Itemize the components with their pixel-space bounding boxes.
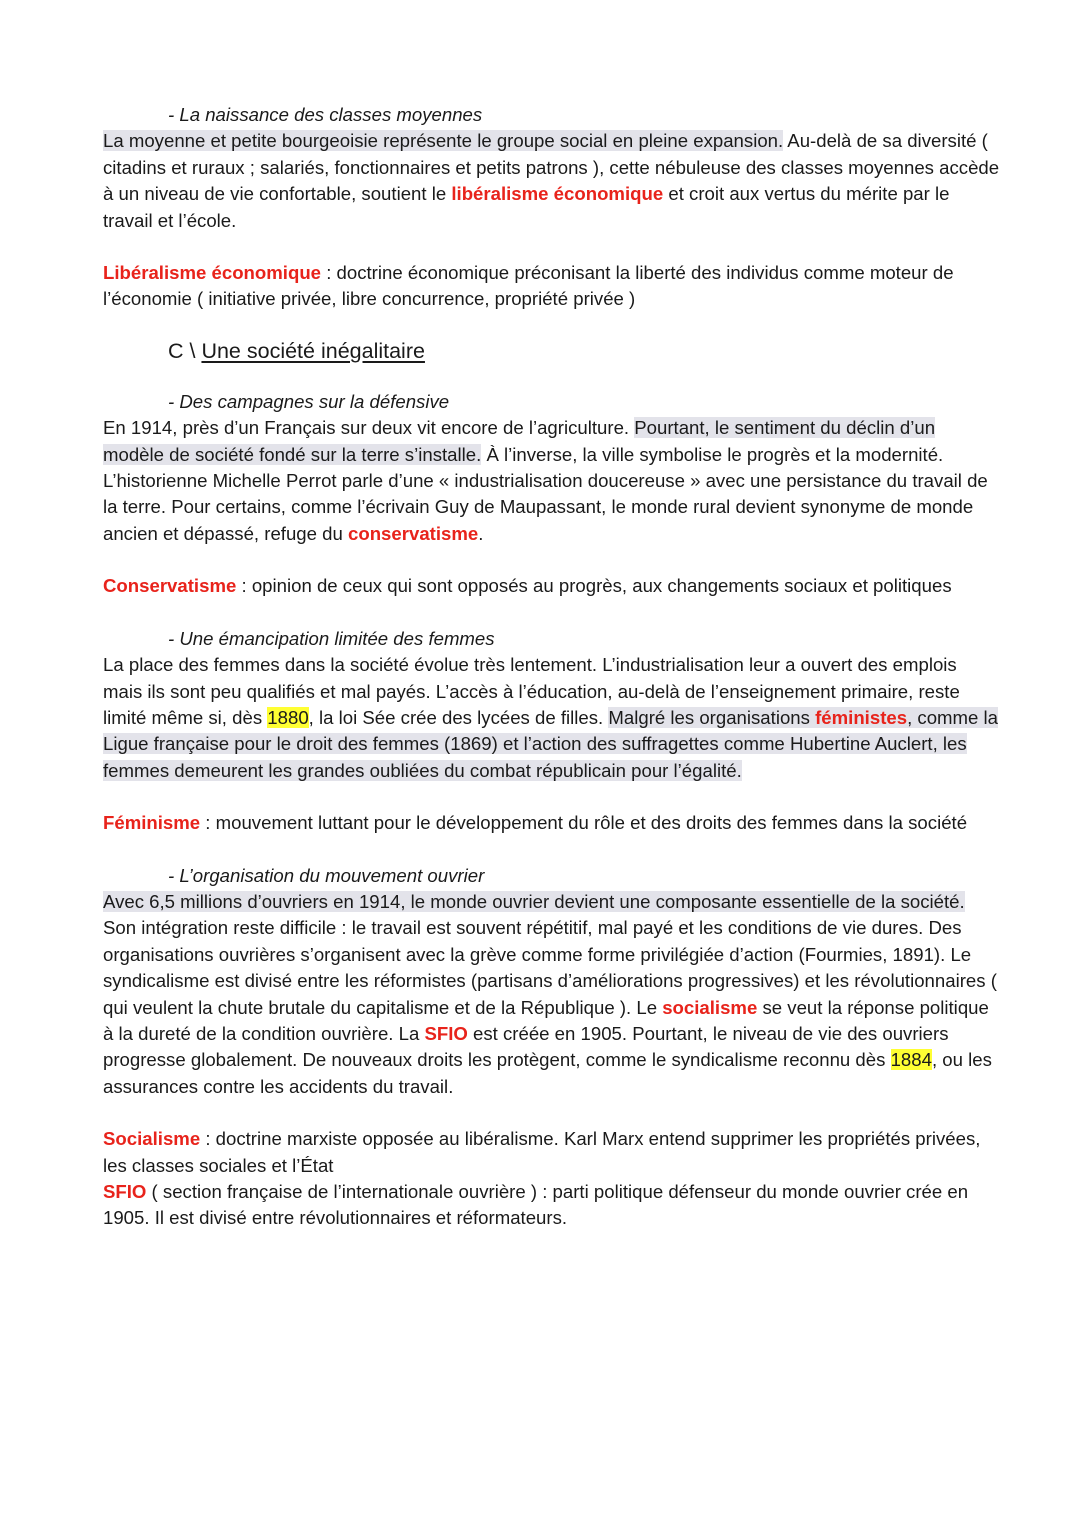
subheading-classes-moyennes: - La naissance des classes moyennes bbox=[168, 104, 483, 125]
definition-feminisme bbox=[103, 810, 1000, 836]
paragraph-text: La place des femmes dans la société évolue très lentement. L’industrialisation leur a ouvert des emplois mais ils sont peu qualifiés et mal payés. L’accès à l’éducation, au-delà de l’enseignement primaire, reste limité même si, dès bbox=[103, 654, 960, 728]
subheading-femmes: - Une émancipation limitée des femmes bbox=[168, 627, 495, 649]
paragraph-campagnes bbox=[103, 415, 1000, 547]
section-title bbox=[168, 335, 1000, 367]
definition-conservatisme bbox=[103, 573, 1000, 599]
paragraph-text: Son intégration reste difficile : le travail est souvent répétitif, mal payé et les conditions de vie dures. Des organisations ouvrières s’organisent avec la grève comme forme privilégiée d’action (Fourmies, 1891). Le syndicalisme est divisé entre les réformistes (partisans d’améliorations progressives) et les révolutionnaires ( qui veulent la chute brutale du capitalisme et de la République ). Le bbox=[103, 917, 997, 1018]
section-prefix: C \ bbox=[168, 338, 202, 363]
highlighted-text: Pourtant, le sentiment du déclin d’un modèle de société fondé sur la terre s’installe. bbox=[103, 417, 936, 465]
key-term: féministes bbox=[815, 706, 908, 728]
paragraph-text: se veut la réponse politique à la dureté de la condition ouvrière. La bbox=[103, 996, 989, 1044]
definition-liberalisme bbox=[103, 260, 1000, 313]
subheading-mouvement-ouvrier: - L’organisation du mouvement ouvrier bbox=[168, 864, 485, 886]
highlighted-text: Malgré les organisations bbox=[608, 706, 816, 728]
paragraph-text: . bbox=[478, 522, 484, 544]
paragraph-femmes bbox=[103, 652, 1000, 784]
highlighted-year: 1884 bbox=[890, 1049, 932, 1071]
paragraph-text: Au-delà de sa diversité ( citadins et ruraux ; salariés, fonctionnaires et petits patrons ), cette nébuleuse des classes moyennes accède à un niveau de vie confortable, soutient le bbox=[103, 130, 1000, 205]
paragraph-text: À l’inverse, la ville symbolise le progrès et la modernité. L’historienne Michelle Perrot parle d’une « industrialisation doucereuse » avec une persistance du travail de la terre. Pour certains, comme l’écrivain Guy de Maupassant, le monde rural devient synonyme de monde ancien et dépassé, refuge du bbox=[103, 443, 988, 544]
definition-term: Conservatisme bbox=[103, 575, 237, 597]
definition-text: : mouvement luttant pour le développement du rôle et des droits des femmes dans la société bbox=[200, 812, 968, 834]
paragraph-text: est créée en 1905. Pourtant, le niveau de vie des ouvriers progresse globalement. De nouveaux droits les protègent, comme le syndicalisme reconnu dès bbox=[103, 1022, 949, 1071]
definition-term: SFIO bbox=[103, 1181, 147, 1202]
paragraph-text: En 1914, près d’un Français sur deux vit encore de l’agriculture. bbox=[103, 417, 635, 439]
definition-term: Libéralisme économique bbox=[103, 262, 322, 284]
highlighted-text: Avec 6,5 millions d’ouvriers en 1914, le monde ouvrier devient une composante essentielle de la société. bbox=[103, 890, 965, 912]
definition-term: Socialisme bbox=[103, 1128, 201, 1150]
key-term: SFIO bbox=[424, 1022, 468, 1044]
key-term: libéralisme économique bbox=[451, 183, 664, 205]
key-term: conservatisme bbox=[348, 522, 479, 544]
key-term: socialisme bbox=[662, 996, 758, 1018]
paragraph-text: , la loi Sée crée des lycées de filles. bbox=[308, 706, 609, 728]
highlighted-year: 1880 bbox=[267, 706, 309, 728]
definition-socialisme bbox=[103, 1126, 1000, 1179]
paragraph-text: , ou les assurances contre les accidents du travail. bbox=[103, 1049, 992, 1097]
section-title-text: Une société inégalitaire bbox=[201, 338, 425, 363]
definition-text: : doctrine marxiste opposée au libéralisme. Karl Marx entend supprimer les propriétés privées, les classes sociales et l’État bbox=[103, 1128, 981, 1176]
definition-sfio bbox=[103, 1179, 1000, 1232]
definition-text: ( section française de l’internationale ouvrière ) : parti politique défenseur du monde ouvrier crée en 1905. Il est divisé entre révolutionnaires et réformateurs. bbox=[103, 1181, 969, 1229]
definition-term: Féminisme bbox=[103, 812, 201, 834]
subheading-campagnes: - Des campagnes sur la défensive bbox=[168, 390, 450, 412]
paragraph-text: et croit aux vertus du mérite par le travail et l’école. bbox=[103, 183, 950, 231]
definition-text: : opinion de ceux qui sont opposés au progrès, aux changements sociaux et politiques bbox=[236, 575, 952, 597]
paragraph-classes-moyennes bbox=[103, 128, 1000, 234]
paragraph-mouvement-ouvrier bbox=[103, 889, 1000, 1100]
highlighted-text: La moyenne et petite bourgeoisie représente le groupe social en pleine expansion. bbox=[103, 130, 784, 152]
highlighted-text: , comme la Ligue française pour le droit des femmes (1869) et l’action des suffragettes comme Hubertine Auclert, les femmes demeurent les grandes oubliées du combat républicain pour l’égalité. bbox=[103, 706, 999, 781]
definition-text: : doctrine économique préconisant la liberté des individus comme moteur de l’économie ( initiative privée, libre concurrence, propriété privée ) bbox=[103, 262, 954, 310]
